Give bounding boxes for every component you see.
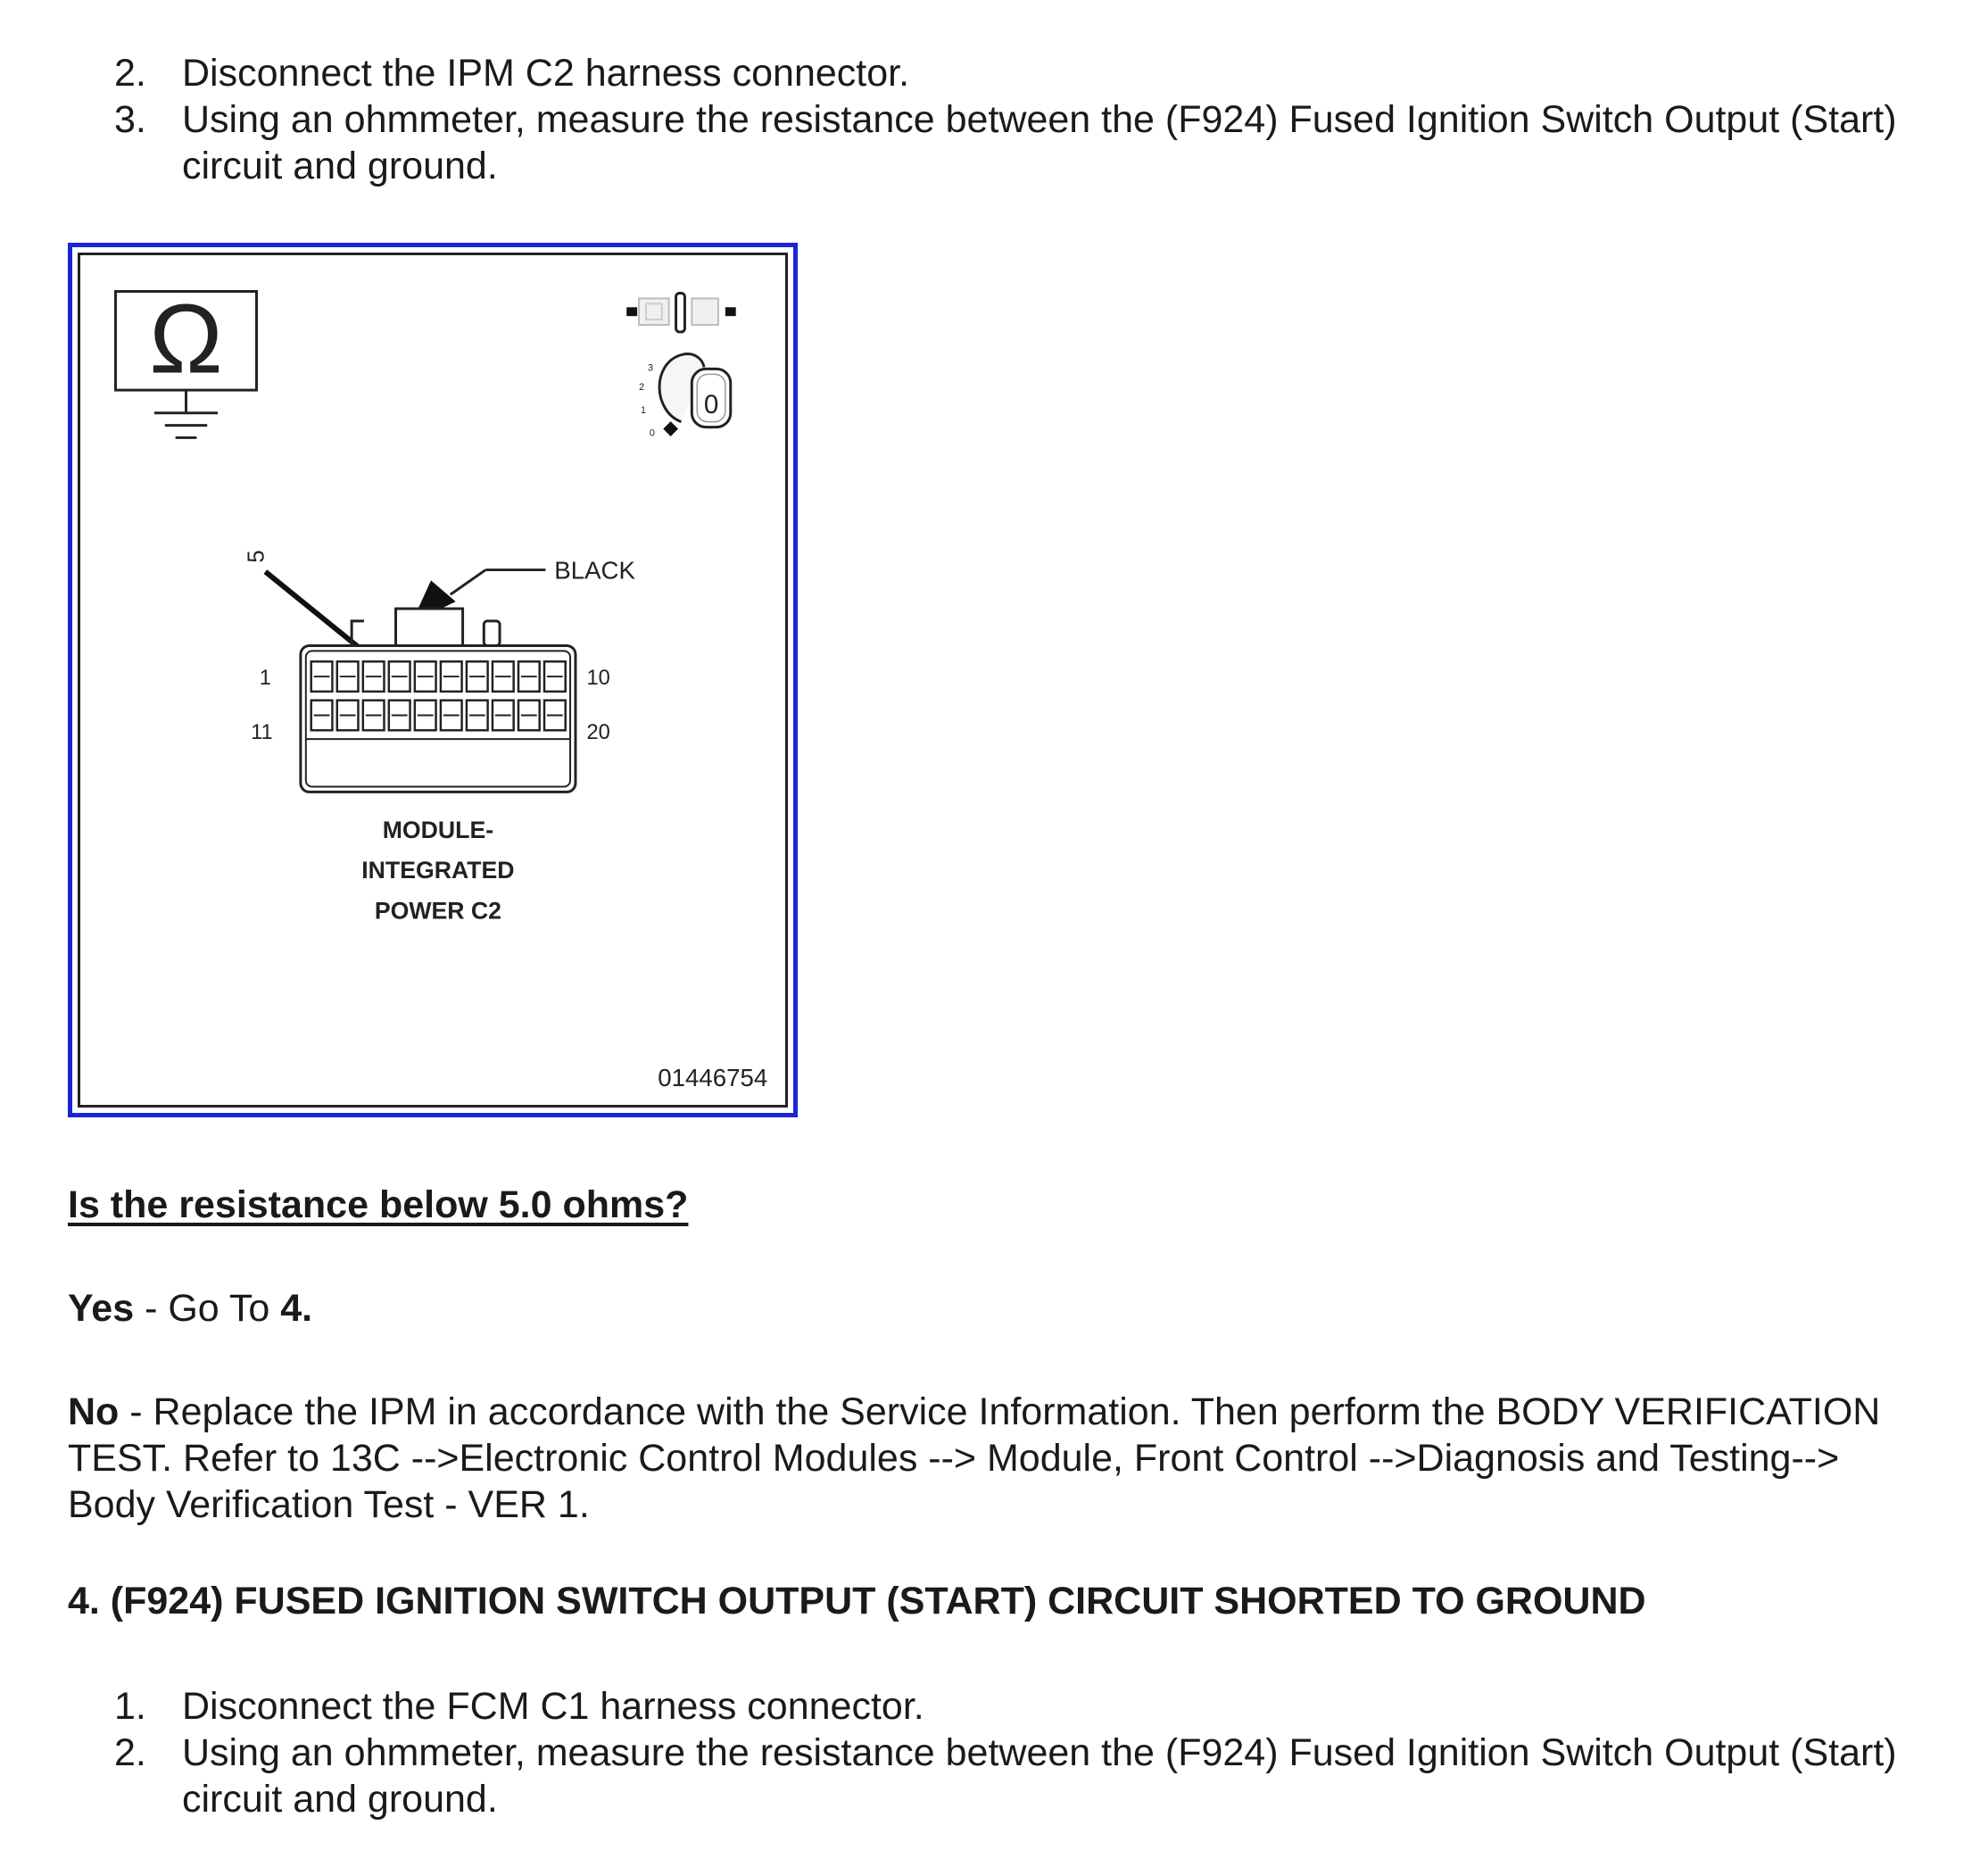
connector-name-line2: INTEGRATED xyxy=(361,857,515,884)
yes-label: Yes xyxy=(68,1287,135,1330)
step-text: Disconnect the FCM C1 harness connector. xyxy=(182,1685,924,1728)
figure-number: 01446754 xyxy=(658,1064,768,1092)
list-item xyxy=(107,1683,1945,1730)
list-item xyxy=(107,96,1945,189)
row-start-top-label: 1 xyxy=(259,666,271,690)
key-off-label: 0 xyxy=(703,389,719,419)
step-number: 2. xyxy=(114,52,146,95)
step-text: Using an ohmmeter, measure the resistance between the (F924) Fused Ignition Switch Output (Start) circuit and ground. xyxy=(182,98,1897,187)
ohmmeter-ground-icon xyxy=(116,284,257,437)
key-position-2: 2 xyxy=(639,382,645,394)
key-position-1: 1 xyxy=(641,404,647,416)
ignition-key-off-icon xyxy=(639,354,731,439)
connector-diagram xyxy=(80,255,785,1105)
figure-inner-border xyxy=(78,253,788,1108)
connector-name-line1: MODULE- xyxy=(382,816,494,843)
key-position-0: 0 xyxy=(649,427,655,439)
steps-list-bottom xyxy=(107,1683,1945,1822)
row-end-bottom-label: 20 xyxy=(586,721,610,745)
step-text: Disconnect the IPM C2 harness connector. xyxy=(182,52,910,95)
key-position-3: 3 xyxy=(647,362,653,374)
omega-symbol: Ω xyxy=(149,284,223,394)
list-item xyxy=(107,1730,1945,1822)
resistance-question: Is the resistance below 5.0 ohms? xyxy=(68,1183,689,1226)
answer-yes xyxy=(68,1285,1924,1332)
section-4-heading: 4. (F924) FUSED IGNITION SWITCH OUTPUT (START) CIRCUIT SHORTED TO GROUND xyxy=(68,1580,1646,1622)
row-end-top-label: 10 xyxy=(586,666,610,690)
step-text: Using an ohmmeter, measure the resistance between the (F924) Fused Ignition Switch Output (Start) circuit and ground. xyxy=(182,1731,1897,1821)
no-label: No xyxy=(68,1390,120,1433)
answer-no xyxy=(68,1389,1924,1528)
connector-disconnected-icon xyxy=(626,293,735,331)
list-item xyxy=(107,50,1945,96)
wire-color-label: BLACK xyxy=(554,556,635,585)
row-start-bottom-label: 11 xyxy=(251,721,273,745)
step-number: 1. xyxy=(114,1685,146,1728)
step-number: 2. xyxy=(114,1731,146,1774)
step-number: 3. xyxy=(114,98,146,141)
no-text: - Replace the IPM in accordance with the Service Information. Then perform the BODY VERIFICATION TEST. Refer to 13C -->Electronic Control Modules --> Module, Front Control -->Diagnosis and Testing--> Body Verification Test - VER 1. xyxy=(68,1390,1881,1526)
connector-name-line3: POWER C2 xyxy=(374,897,502,925)
connector-figure xyxy=(68,243,798,1117)
pin-5-label: 5 xyxy=(244,550,269,563)
yes-target: 4. xyxy=(280,1287,313,1330)
yes-text: - Go To xyxy=(134,1287,281,1330)
steps-list-top xyxy=(107,50,1945,189)
